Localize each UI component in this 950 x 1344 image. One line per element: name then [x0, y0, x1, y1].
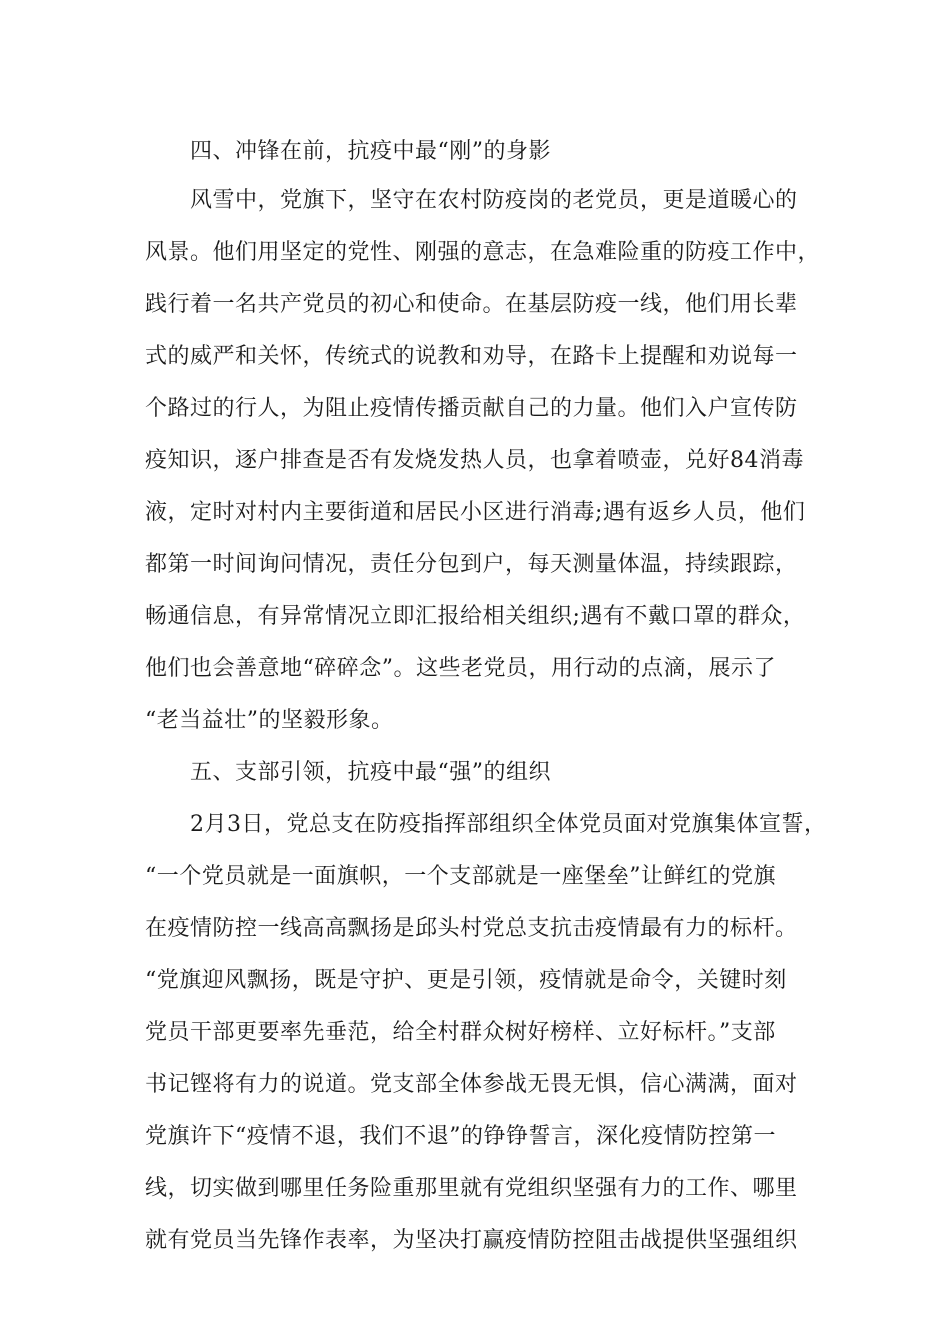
paragraph-line: 践行着一名共产党员的初心和使命。在基层防疫一线，他们用长辈	[145, 292, 798, 317]
paragraph-line: 风雪中，党旗下，坚守在农村防疫岗的老党员，更是道暖心的	[190, 188, 798, 213]
paragraph-line: 就有党员当先锋作表率，为坚决打赢疫情防控阻击战提供坚强组织	[145, 1228, 798, 1253]
paragraph-line: 风景。他们用坚定的党性、刚强的意志，在急难险重的防疫工作中，	[145, 240, 821, 265]
paragraph-line: “党旗迎风飘扬，既是守护、更是引领，疫情就是命令，关键时刻	[145, 968, 787, 993]
paragraph-line: “老当益壮”的坚毅形象。	[145, 708, 394, 733]
paragraph-line: 党旗许下“疫情不退，我们不退”的铮铮誓言，深化疫情防控第一	[145, 1124, 776, 1149]
paragraph-line: 在疫情防控一线高高飘扬是邱头村党总支抗击疫情最有力的标杆。	[145, 916, 798, 941]
paragraph-line: 个路过的行人，为阻止疫情传播贡献自己的力量。他们入户宣传防	[145, 396, 798, 421]
paragraph-line: 党员干部更要率先垂范，给全村群众树好榜样、立好标杆。”支部	[145, 1020, 776, 1045]
paragraph-line: “一个党员就是一面旗帜，一个支部就是一座堡垒”让鲜红的党旗	[145, 864, 776, 889]
paragraph-line: 线，切实做到哪里任务险重那里就有党组织坚强有力的工作、哪里	[145, 1176, 798, 1201]
paragraph-line: 他们也会善意地“碎碎念”。这些老党员，用行动的点滴，展示了	[145, 656, 776, 681]
paragraph-line: 式的威严和关怀，传统式的说教和劝导，在路卡上提醒和劝说每一	[145, 344, 798, 369]
paragraph-line: 都第一时间询问情况，责任分包到户，每天测量体温，持续跟踪，	[145, 552, 798, 577]
section-heading-four: 四、冲锋在前，抗疫中最“刚”的身影	[190, 139, 551, 164]
paragraph-line: 畅通信息，有异常情况立即汇报给相关组织;遇有不戴口罩的群众，	[145, 604, 806, 629]
paragraph-line: 书记铿将有力的说道。党支部全体参战无畏无惧，信心满满，面对	[145, 1072, 798, 1097]
paragraph-line: 液，定时对村内主要街道和居民小区进行消毒;遇有返乡人员，他们	[145, 500, 806, 525]
section-heading-five: 五、支部引领，抗疫中最“强”的组织	[190, 760, 551, 785]
paragraph-line: 疫知识，逐户排查是否有发烧发热人员，也拿着喷壶，兑好84消毒	[145, 448, 804, 473]
paragraph-line: 2月3日，党总支在防疫指挥部组织全体党员面对党旗集体宣誓，	[190, 812, 827, 837]
